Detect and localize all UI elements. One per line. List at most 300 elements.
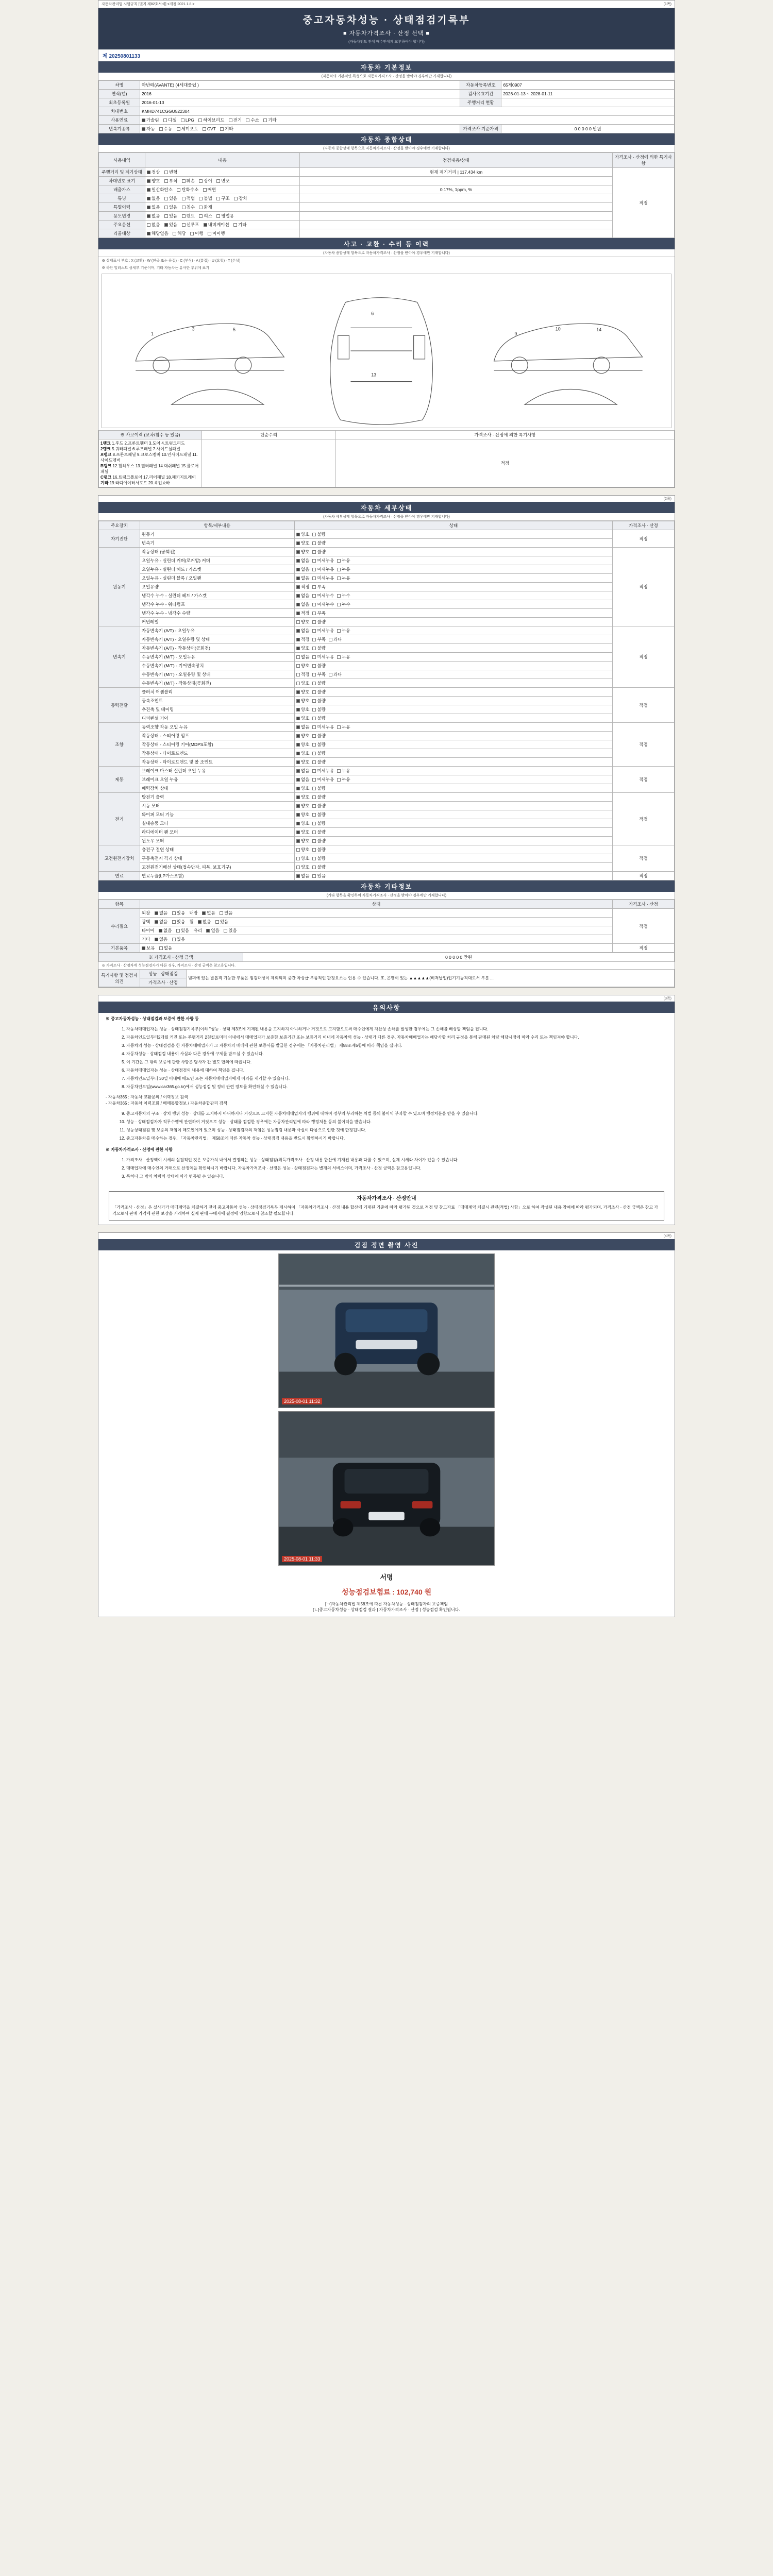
- state-coolant-head: [295, 591, 613, 600]
- opt-bad[interactable]: 불량: [312, 846, 325, 853]
- list-item: 6. 자동차매매업자는 성능 · 상태점검의 내용에 대하여 책임을 집니다.: [126, 1067, 667, 1074]
- opt-leak[interactable]: 누유: [337, 724, 350, 730]
- opt-bad[interactable]: 불량: [312, 733, 325, 739]
- opt-micro[interactable]: 미세누수: [312, 592, 334, 599]
- opt-none[interactable]: 없음: [296, 601, 309, 607]
- fuel-option-hybrid[interactable]: 하이브리드: [198, 117, 224, 123]
- opt-tuning-illegal[interactable]: 불법: [199, 195, 212, 201]
- opt-good[interactable]: 양호: [296, 680, 309, 686]
- item-balljoint: 작동상태 - 타이로드앤드 및 볼 조인트: [140, 758, 295, 767]
- opt-none[interactable]: 없음: [296, 768, 309, 774]
- opt-good[interactable]: 양호: [296, 864, 309, 870]
- item-common-rail: 커먼레일: [140, 618, 295, 626]
- table-row: [99, 574, 675, 583]
- label-accident-remark: 가격조사 · 산정에 의한 특기사항: [336, 431, 675, 439]
- opt-leak[interactable]: 누유: [337, 654, 350, 660]
- opt-low[interactable]: 부족: [312, 671, 325, 677]
- opt-etc-none[interactable]: 없음: [155, 936, 167, 942]
- item-starter: 시동 모터: [140, 802, 295, 810]
- state-at-leak: [295, 626, 613, 635]
- frame-row-a: [100, 452, 200, 463]
- opt-vin-good[interactable]: 양호: [147, 178, 160, 184]
- opt-usage-lease[interactable]: 리스: [199, 213, 212, 219]
- opt-micro[interactable]: 미세누유: [312, 768, 334, 774]
- state-steer-pump: [295, 732, 613, 740]
- opt-bad[interactable]: 불량: [312, 531, 325, 537]
- opt-ext-none[interactable]: 없음: [155, 910, 167, 916]
- opt-bad[interactable]: 불량: [312, 689, 325, 695]
- opt-good[interactable]: 양호: [296, 794, 309, 800]
- group-transmission: 변속기: [99, 626, 140, 688]
- opt-none[interactable]: 없음: [296, 724, 309, 730]
- label-special-remark: 특기사항 및 점검자 의견: [99, 970, 140, 987]
- label-car-name: 차명: [99, 81, 140, 90]
- opt-low[interactable]: 부족: [312, 584, 325, 590]
- table-row: [99, 775, 675, 784]
- section-basic-info-sub: (자동차의 기본적인 특성으로 자동차가격조사 · 산정을 받아야 경우에만 기재합니다): [98, 73, 675, 80]
- opt-vin-damage[interactable]: 훼손: [182, 178, 195, 184]
- trans-option-manual[interactable]: 수동: [159, 126, 172, 132]
- group-brake: 제동: [99, 767, 140, 793]
- item-clutch: 클러치 어셈블리: [140, 688, 295, 697]
- col-price-remark: 가격조사 · 산정: [613, 521, 675, 530]
- table-row: [99, 918, 675, 926]
- opt-bad[interactable]: 불량: [312, 750, 325, 756]
- opt-none[interactable]: 없음: [296, 566, 309, 572]
- list-item: 5. 이 기간은 그 밖의 보증에 관한 사항은 당사자 간 별도 합의에 따릅니다.: [126, 1059, 667, 1065]
- trans-option-semi[interactable]: 세미오토: [177, 126, 198, 132]
- opt-good[interactable]: 양호: [296, 733, 309, 739]
- table-row: [99, 177, 675, 185]
- opt-polish-yes[interactable]: 있음: [172, 919, 185, 925]
- list-item: 11. 성능상태점검 및 보증의 책임이 매도인에게 있으며 성능 · 상태점검자의 책임은 성능점검 내용과 사실이 다름으로 인한 것에 한정됩니다.: [126, 1127, 667, 1133]
- table-row: [99, 845, 675, 854]
- row-label-tuning: 튜닝: [99, 194, 145, 203]
- opt-good[interactable]: 양호: [296, 663, 309, 669]
- notice-link-1: - 자동차365 : 자동차 교환문의 / 이력정보 검색: [106, 1095, 188, 1099]
- opt-tuning-device[interactable]: 장치: [234, 195, 247, 201]
- opt-leak[interactable]: 누유: [337, 776, 350, 783]
- table-row: [99, 565, 675, 574]
- opt-vin-mod[interactable]: 변조: [216, 178, 229, 184]
- opt-good[interactable]: 양호: [296, 811, 309, 818]
- table-row: [99, 548, 675, 556]
- item-tierod-end: 작동상태 - 타이로드엔드: [140, 749, 295, 758]
- frame-level-b: B랭크: [100, 464, 112, 468]
- item-steer-gear: 작동상태 - 스티어링 기어(MDPS포함): [140, 740, 295, 749]
- opt-tuning-yes[interactable]: 있음: [164, 195, 177, 201]
- state-fuel-leak: [295, 872, 613, 880]
- state-engine-block: [295, 574, 613, 583]
- opt-tuning-structure[interactable]: 구조: [216, 195, 229, 201]
- table-row: [99, 221, 675, 229]
- opt-usage-yes[interactable]: 있음: [164, 213, 177, 219]
- opt-yes[interactable]: 있음: [312, 873, 325, 879]
- notice-section-a: [98, 1013, 675, 1187]
- opt-special-yes[interactable]: 있음: [164, 204, 177, 210]
- table-row: [99, 125, 675, 133]
- section-overall-bar: 자동차 종합상태: [98, 133, 675, 145]
- opt-none[interactable]: 없음: [296, 575, 309, 581]
- opt-micro[interactable]: 미세누유: [312, 557, 334, 564]
- row-label-emission: 배출가스: [99, 185, 145, 194]
- item-hv-wiring: 고전원전기배선 상태(접속단자, 피복, 보호기구): [140, 863, 295, 872]
- group-self-diagnosis: 자기진단: [99, 530, 140, 548]
- opt-mileage-normal[interactable]: 정상: [147, 169, 160, 175]
- opt-bad[interactable]: 불량: [312, 706, 325, 713]
- section-overall-sub: (자동차 종합상태 항목으로 자동차가격조사 · 산정을 받아야 경우에만 기재합니다): [98, 145, 675, 152]
- state-engine-head: [295, 565, 613, 574]
- remark-other: 적정: [613, 909, 675, 944]
- value-plate: 65제0907: [501, 81, 675, 90]
- table-row: [99, 431, 675, 439]
- photo-rear-timestamp: 2025-08-01 11:33: [282, 1556, 322, 1562]
- opt-ok[interactable]: 적정: [296, 610, 309, 616]
- opt-bad[interactable]: 불량: [312, 759, 325, 765]
- opt-emission-hc[interactable]: 탄화수소: [177, 187, 198, 193]
- table-row: [99, 714, 675, 723]
- frame-level-2: 2랭크: [100, 447, 111, 451]
- opt-none[interactable]: 없음: [296, 776, 309, 783]
- accident-legend-1: ※ 상태표시 부호 : X (교환) · W (판금 또는 용접) · C (부식) · A (흠집) · U (요철) · T (손상): [102, 259, 241, 263]
- state-hv-wiring: [295, 863, 613, 872]
- frame-row-c: [100, 474, 200, 480]
- opt-ext-yes[interactable]: 있음: [172, 910, 185, 916]
- opt-micro[interactable]: 미세누수: [312, 601, 334, 607]
- opt-bad[interactable]: 불량: [312, 619, 325, 625]
- table-row: [99, 168, 675, 177]
- table-row: [99, 644, 675, 653]
- row-label-special-history: 특별이력: [99, 203, 145, 212]
- value-transmission: [140, 125, 460, 133]
- state-mt-operation: [295, 679, 613, 688]
- document-number: 제 20250801133: [103, 54, 141, 59]
- col-detail: 점검내용/상태: [300, 153, 613, 168]
- row-detail-mileage: 현재 계기거리 | 117,434 km: [300, 168, 613, 177]
- table-row: [99, 539, 675, 548]
- opt-ok[interactable]: 적정: [296, 636, 309, 642]
- table-header-row: [99, 521, 675, 530]
- svg-text:13: 13: [371, 372, 377, 378]
- opt-micro[interactable]: 미세누유: [312, 575, 334, 581]
- opt-option-nav[interactable]: 내비게이션: [204, 222, 229, 228]
- opt-emission-co[interactable]: 일산화탄소: [147, 187, 173, 193]
- row-opts-usage-change: [145, 212, 300, 221]
- opt-good[interactable]: 양호: [296, 846, 309, 853]
- opt-good[interactable]: 양호: [296, 785, 309, 791]
- opt-int-none[interactable]: 없음: [202, 910, 215, 916]
- frame-ranks: [99, 439, 202, 487]
- opt-basic-have[interactable]: 보유: [142, 945, 155, 951]
- opt-basic-none[interactable]: 없음: [159, 945, 172, 951]
- label-simple-repair: 단순수리: [202, 431, 336, 439]
- document-title-note: (자동차인도 전에 매수인에게 교부하여야 합니다): [348, 40, 425, 44]
- item-coolant-level: 냉각수 누수 - 냉각수 수량: [140, 609, 295, 618]
- opt-none[interactable]: 없음: [296, 873, 309, 879]
- opt-option-none[interactable]: 없음: [147, 222, 160, 228]
- list-item: 1. 자동차매매업자는 성능 · 상태점검기록부(이하 "성능 · 상태 제3조에 기재된 내용을 고지하지 아니하거나 거짓으로 고지함으로써 매수인에게 재산상 손해를 발생한 경우에는 그 손해를 배상할 책임을 집니다.: [126, 1026, 667, 1032]
- opt-option-sunroof[interactable]: 선루프: [182, 222, 199, 228]
- opt-bad[interactable]: 불량: [312, 829, 325, 835]
- opt-good[interactable]: 양호: [296, 689, 309, 695]
- svg-text:10: 10: [555, 326, 561, 332]
- opt-bad[interactable]: 불량: [312, 698, 325, 704]
- opt-good[interactable]: 양호: [296, 820, 309, 826]
- col-content: 내용: [145, 153, 300, 168]
- opt-low[interactable]: 부족: [312, 610, 325, 616]
- item-master-cyl: 브레이크 마스터 실린더 오일 누유: [140, 767, 295, 775]
- opt-tire-yes[interactable]: 있음: [176, 927, 189, 934]
- row-opts-tuning: [145, 194, 300, 203]
- opt-good[interactable]: 양호: [296, 645, 309, 651]
- opt-vin-diff[interactable]: 상이: [199, 178, 212, 184]
- row-opts-special-history: [145, 203, 300, 212]
- trans-option-auto[interactable]: 자동: [142, 126, 155, 132]
- frame-items-b: 12.휠하우스 13.필러패널 14.대쉬패널 15.플로어패널: [100, 464, 199, 474]
- opt-good[interactable]: 양호: [296, 619, 309, 625]
- fuel-option-lpg[interactable]: LPG: [181, 117, 194, 123]
- frame-items-etc: 19.라디에이터서포트 20.쇽업쇼바: [109, 481, 170, 485]
- table-row: [99, 90, 675, 98]
- car-damage-diagram: [102, 274, 671, 428]
- opt-good[interactable]: 양호: [296, 838, 309, 844]
- opt-glass-yes[interactable]: 있음: [224, 927, 237, 934]
- opt-leak[interactable]: 누유: [337, 768, 350, 774]
- value-inspection-period: 2026-01-13 ~ 2028-01-11: [501, 90, 675, 98]
- opt-good[interactable]: 양호: [296, 741, 309, 748]
- fuel-option-diesel[interactable]: 디젤: [163, 117, 176, 123]
- simple-repair-cell: [202, 439, 336, 487]
- remark-basic-items: 적정: [613, 944, 675, 953]
- item-self-trans: 변속기: [140, 539, 295, 548]
- opt-bad[interactable]: 불량: [312, 864, 325, 870]
- opt-good[interactable]: 양호: [296, 715, 309, 721]
- row-detail-options: [300, 221, 613, 229]
- notice-list-c: [106, 1157, 667, 1180]
- opt-leak[interactable]: 누유: [337, 557, 350, 564]
- item-self-engine: 원동기: [140, 530, 295, 539]
- opt-bad[interactable]: 불량: [312, 803, 325, 809]
- section-basic-info-bar: 자동차 기본정보: [98, 61, 675, 73]
- opt-micro[interactable]: 미세누유: [312, 724, 334, 730]
- opt-recall-yes[interactable]: 해당: [173, 230, 186, 236]
- opt-leak[interactable]: 누유: [337, 566, 350, 572]
- opt-bad[interactable]: 불량: [312, 549, 325, 555]
- opt-none[interactable]: 없음: [296, 628, 309, 634]
- label-price-basis: 가격조사 기준가격: [460, 125, 501, 133]
- opt-bad[interactable]: 불량: [312, 811, 325, 818]
- item-charge-port: 충전구 절연 상태: [140, 845, 295, 854]
- state-clutch: [295, 688, 613, 697]
- opt-low[interactable]: 부족: [312, 636, 325, 642]
- notice-list-a: [106, 1026, 667, 1090]
- group-engine: 원동기: [99, 548, 140, 626]
- row-detail-usage-change: [300, 212, 613, 221]
- opt-leak[interactable]: 누유: [337, 628, 350, 634]
- table-row: [99, 953, 675, 962]
- col-state: 상태: [295, 521, 613, 530]
- table-row: [99, 194, 675, 203]
- opt-good[interactable]: 양호: [296, 540, 309, 546]
- opt-special-none[interactable]: 없음: [147, 204, 160, 210]
- value-car-name: 아반떼(AVANTE) (4세대클럽 ): [140, 81, 460, 90]
- photo-rear-illustration: [279, 1412, 494, 1565]
- insurance-fee-row: [98, 1583, 675, 1601]
- row-opts-mileage: [145, 168, 300, 177]
- fuel-option-etc[interactable]: 기타: [263, 117, 276, 123]
- opt-good[interactable]: 양호: [296, 829, 309, 835]
- fuel-option-hydrogen[interactable]: 수소: [246, 117, 259, 123]
- value-price-basis: 0 0 0 0 0 만원: [501, 125, 675, 133]
- opt-int-yes[interactable]: 있음: [220, 910, 232, 916]
- opt-special-flood[interactable]: 침수: [182, 204, 195, 210]
- frame-level-c: C랭크: [100, 475, 112, 480]
- notice-list-b: [106, 1111, 667, 1142]
- opt-micro[interactable]: 미세누유: [312, 566, 334, 572]
- opt-bad[interactable]: 불량: [312, 663, 325, 669]
- opt-good[interactable]: 양호: [296, 706, 309, 713]
- row-opts-vin-mark: [145, 177, 300, 185]
- frame-level-1: 1랭크: [100, 441, 111, 446]
- opt-over[interactable]: 과다: [329, 671, 342, 677]
- opt-wheel-none[interactable]: 없음: [198, 919, 211, 925]
- item-steer-pump: 작동상태 - 스티어링 펌프: [140, 732, 295, 740]
- opt-recall-notdone[interactable]: 미이행: [208, 230, 225, 236]
- opt-bad[interactable]: 불량: [312, 820, 325, 826]
- row-detail-recall: [300, 229, 613, 238]
- trans-option-cvt[interactable]: CVT: [203, 126, 216, 131]
- opt-bad[interactable]: 불량: [312, 855, 325, 861]
- opt-tuning-none[interactable]: 없음: [147, 195, 160, 201]
- value-price-total: 0 0 0 0 0 만원: [243, 953, 675, 962]
- state-mt-oil: [295, 670, 613, 679]
- opt-good[interactable]: 양호: [296, 549, 309, 555]
- opt-recall-na[interactable]: 해당없음: [147, 230, 169, 236]
- price-summary-table: [98, 953, 675, 962]
- fuel-option-electric[interactable]: 전기: [229, 117, 242, 123]
- opt-usage-business[interactable]: 영업용: [216, 213, 234, 219]
- opt-recall-done[interactable]: 이행: [190, 230, 203, 236]
- opt-etc-yes[interactable]: 있음: [172, 936, 185, 942]
- opt-bad[interactable]: 불량: [312, 715, 325, 721]
- table-row: [99, 212, 675, 221]
- opt-wheel-yes[interactable]: 있음: [215, 919, 228, 925]
- opt-tuning-legal[interactable]: 적법: [182, 195, 195, 201]
- opt-good[interactable]: 양호: [296, 750, 309, 756]
- item-at-operation: 자동변속기 (A/T) - 작동상태(공회전): [140, 644, 295, 653]
- opt-bad[interactable]: 불량: [312, 785, 325, 791]
- value-first-reg: 2016-01-13: [140, 98, 460, 107]
- group-steering: 조향: [99, 723, 140, 767]
- col-usage: 사용내역: [99, 153, 145, 168]
- table-row: [99, 793, 675, 802]
- label-year: 연식(년): [99, 90, 140, 98]
- opt-tire-none[interactable]: 없음: [159, 927, 172, 934]
- fuel-option-gasoline[interactable]: 가솔린: [142, 117, 159, 123]
- opt-special-fire[interactable]: 화재: [199, 204, 212, 210]
- opt-bad[interactable]: 불량: [312, 540, 325, 546]
- label-fuel: 사용연료: [99, 116, 140, 125]
- opt-good[interactable]: 양호: [296, 531, 309, 537]
- table-row: [99, 635, 675, 644]
- opt-leak[interactable]: 누유: [337, 575, 350, 581]
- item-mt-operation: 수동변속기 (M/T) - 작동상태(공회전): [140, 679, 295, 688]
- state-booster: [295, 784, 613, 793]
- state-differential: [295, 714, 613, 723]
- table-row: [99, 784, 675, 793]
- opt-micro[interactable]: 미세누유: [312, 776, 334, 783]
- opt-leak[interactable]: 누수: [337, 601, 350, 607]
- opt-ok[interactable]: 적정: [296, 671, 309, 677]
- row-detail-special-history: [300, 203, 613, 212]
- state-tierod-end: [295, 749, 613, 758]
- opt-good[interactable]: 양호: [296, 855, 309, 861]
- state-basic-items: [140, 944, 613, 953]
- state-driveshaft: [295, 705, 613, 714]
- opt-leak[interactable]: 누수: [337, 592, 350, 599]
- opt-ok[interactable]: 적정: [296, 584, 309, 590]
- section-detail-sub: (자동차 세부상태 항목으로 자동차가격조사 · 산정을 받아야 경우에만 기재합니다): [98, 513, 675, 521]
- state-battery-isolation: [295, 854, 613, 863]
- value-mileage-status: [501, 98, 675, 107]
- opt-emission-smoke[interactable]: 매연: [203, 187, 216, 193]
- table-row: [99, 107, 675, 116]
- opt-bad[interactable]: 불량: [312, 680, 325, 686]
- opt-mileage-altered[interactable]: 변형: [164, 169, 177, 175]
- list-item: 2. 자동차인도일부터2개월 커진 또는 주행거리 2천킬로미터 이내에서 매매업자가 보증한 보증기간 또는 보증거리 이내에 자동차의 성능 · 상태가 다른 경우, 자동차매매업자는 해당사항 처리 규정을 통해 판매된 차량 해당시점에 따라 수리 또는 책임져야 합니다.: [126, 1035, 667, 1041]
- opt-usage-rent[interactable]: 렌트: [182, 213, 195, 219]
- value-vin: KMHD741CGGU522304: [140, 107, 675, 116]
- opt-micro[interactable]: 미세누유: [312, 654, 334, 660]
- opt-option-etc[interactable]: 기타: [233, 222, 246, 228]
- table-row: [99, 229, 675, 238]
- opt-good[interactable]: 양호: [296, 698, 309, 704]
- overall-state-table: [98, 152, 675, 238]
- opt-polish-none[interactable]: 없음: [155, 919, 167, 925]
- opt-none[interactable]: 없음: [296, 654, 309, 660]
- row-opts-options: [145, 221, 300, 229]
- photo-front-illustration: [279, 1254, 494, 1408]
- table-row: [99, 670, 675, 679]
- remark-transmission: 적정: [613, 626, 675, 688]
- col-major-device: 주요장치: [99, 521, 140, 530]
- opt-none[interactable]: 없음: [296, 592, 309, 599]
- opt-bad[interactable]: 불량: [312, 645, 325, 651]
- opt-none[interactable]: 없음: [296, 557, 309, 564]
- list-item: 12. 중고자동차를 매수하는 경우, 「자동차관리법」 제58조에 따른 자동차 성능 · 상태점검 내용을 반드시 확인하시기 바랍니다.: [126, 1136, 667, 1142]
- opt-bad[interactable]: 불량: [312, 794, 325, 800]
- opt-bad[interactable]: 불량: [312, 838, 325, 844]
- photos-bar: 검점 정면 촬영 사진: [98, 1239, 675, 1250]
- state-coolant-pump: [295, 600, 613, 609]
- opt-micro[interactable]: 미세누유: [312, 628, 334, 634]
- trans-option-etc[interactable]: 기타: [220, 126, 233, 132]
- opt-bad[interactable]: 불량: [312, 741, 325, 748]
- opt-good[interactable]: 양호: [296, 803, 309, 809]
- table-row: [99, 439, 675, 487]
- label-glass: 유리: [193, 928, 203, 933]
- opt-over[interactable]: 과다: [329, 636, 342, 642]
- opt-good[interactable]: 양호: [296, 759, 309, 765]
- opt-usage-none[interactable]: 없음: [147, 213, 160, 219]
- opt-glass-none[interactable]: 없음: [206, 927, 219, 934]
- label-exterior: 외장: [142, 910, 150, 916]
- page-number-2: (2쪽): [663, 497, 671, 501]
- opt-option-yes[interactable]: 있음: [164, 222, 177, 228]
- item-radiator-fan: 라디에이터 팬 모터: [140, 828, 295, 837]
- opt-vin-rust[interactable]: 부식: [164, 178, 177, 184]
- row-label-vin-mark: 차대번호 표기: [99, 177, 145, 185]
